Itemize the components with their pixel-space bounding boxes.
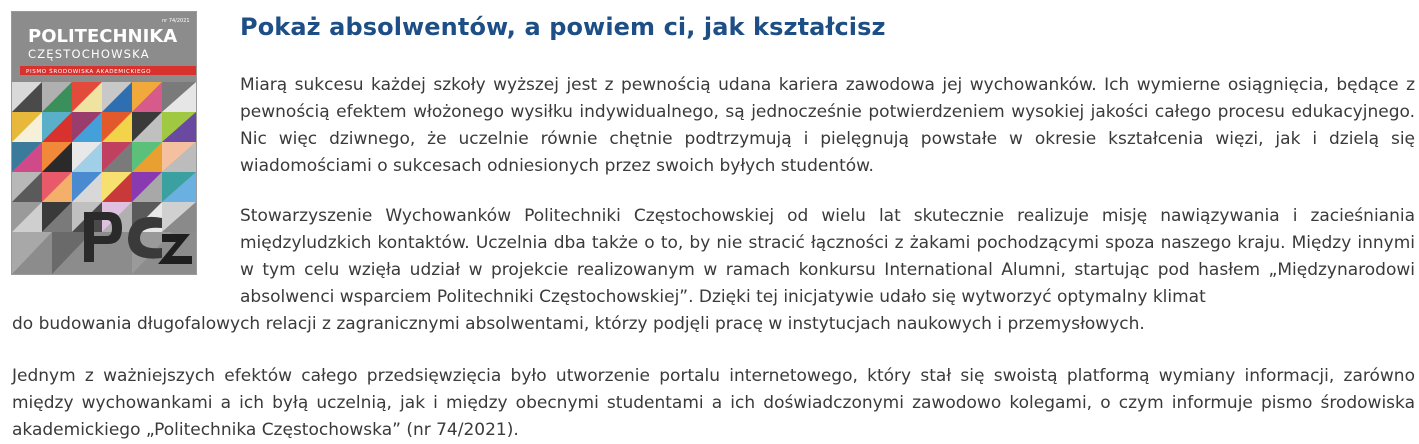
article-paragraph-1: Miarą sukcesu każdej szkoły wyższej jest z pewnością udana kariera zawodowa jej wychowanków. Ich wymierne osiągnięcia, będące z pewnością efektem włożonego wysiłku indywidualnego, są jednocześnie potwierdzeniem wysokiej jakości całego procesu edukacyjnego. Nic więc dziwnego, że uczelnie równie chętnie podtrzymują i pielęgnują powstałe w okresie kształcenia więzi, jak i dzielą się wiadomościami o sukcesach odniesionych przez swoich byłych studentów.: [240, 75, 1415, 176]
cover-title: POLITECHNIKA: [28, 26, 178, 47]
article-paragraph-3: Jednym z ważniejszych efektów całego przedsięwzięcia było utworzenie portalu internetowego, który stał się swoistą platformą wymiany informacji, zarówno między wychowankami a ich byłą uczelnią, jak i między obecnymi studentami a ich doświadczonymi zawodowo kolegami, o czym informuje pismo środowiska akademickiego „Politechnika Częstochowska” (nr 74/2021).: [12, 366, 1415, 440]
article-paragraph-2: Stowarzyszenie Wychowanków Politechniki Częstochowskiej od wielu lat skutecznie realizuje misję nawiązywania i zacieśniania międzyludzkich kontaktów. Uczelnia dba także o to, by nie stracić łączności z żakami pochodzącymi spoza naszego kraju. Między innymi w tym celu wzięła udział w projekcie realizowanym w ramach konkursu International Alumni, startując pod hasłem „Międzynarodowi absolwenci wsparciem Politechniki Częstochowskiej”. Dzięki tej inicjatywie udało się wytworzyć optymalny klimat: [240, 206, 1415, 307]
cover-band-text: PISMO ŚRODOWISKA AKADEMICKIEGO: [26, 69, 152, 75]
article-paragraph-2-continued: do budowania długofalowych relacji z zagranicznymi absolwentami, którzy podjęli pracę w instytucjach naukowych i przemysłowych.: [12, 314, 1145, 334]
magazine-cover-image[interactable]: [12, 12, 196, 274]
cover-artwork: [12, 12, 196, 274]
article-title: Pokaż absolwentów, a powiem ci, jak kształcisz: [240, 13, 886, 41]
cover-subtitle: CZĘSTOCHOWSKA: [28, 47, 150, 61]
cover-issue: nr 74/2021: [162, 18, 190, 24]
